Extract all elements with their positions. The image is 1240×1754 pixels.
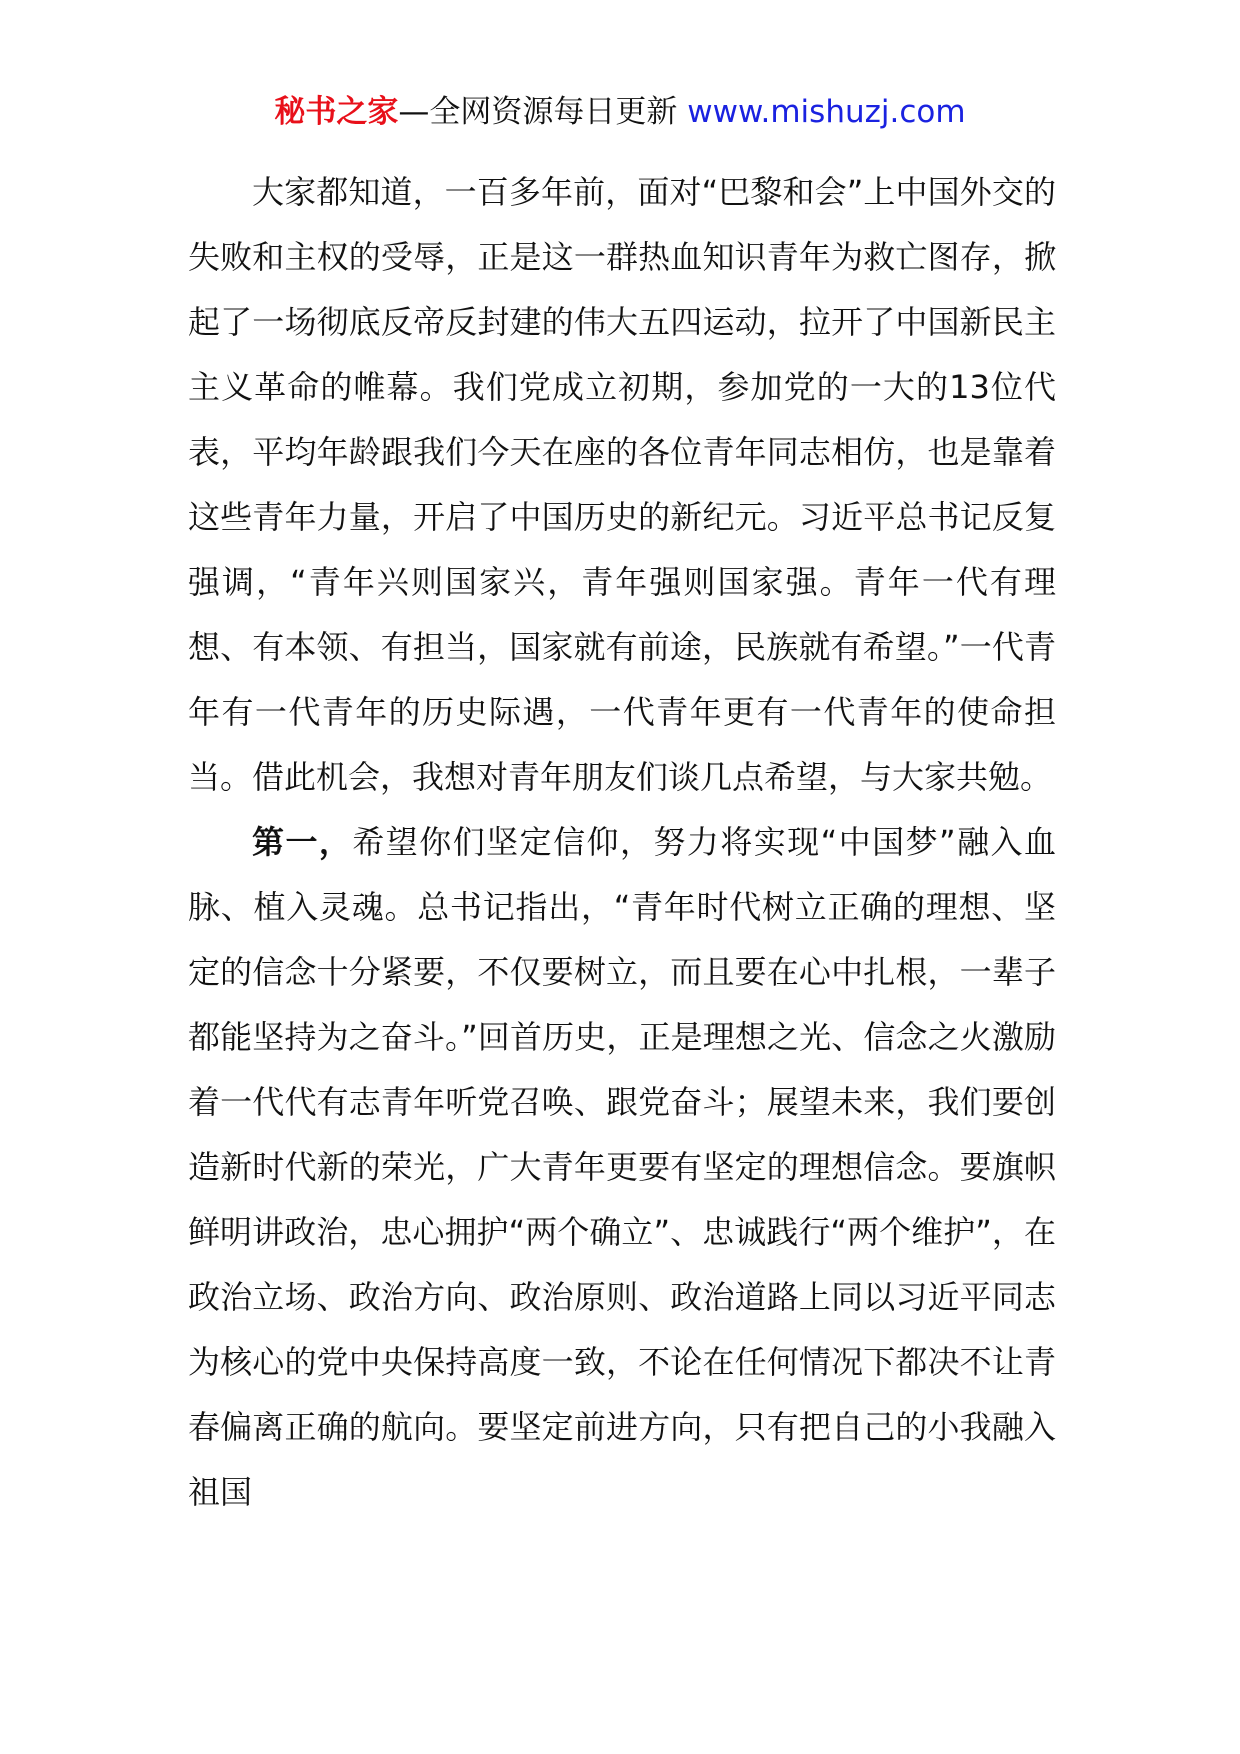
site-url-link[interactable]: www.mishuzj.com: [687, 94, 966, 130]
paragraph-intro-text: 大家都知道，一百多年前，面对“巴黎和会”上中国外交的失败和主权的受辱，正是这一群热血知识青年为救亡图存，掀起了一场彻底反帝反封建的伟大五四运动，拉开了中国新民主主义革命的帷幕。我们党成立初期，参加党的一大的13位代表，平均年龄跟我们今天在座的各位青年同志相仿，也是靠着这些青年力量，开启了中国历史的新纪元。习近平总书记反复强调，“青年兴则国家兴，青年强则国家强。青年一代有理想、有本领、有担当，国家就有前途，民族就有希望。”一代青年有一代青年的历史际遇，一代青年更有一代青年的使命担当。借此机会，我想对青年朋友们谈几点希望，与大家共勉。: [188, 173, 1056, 796]
header-tagline: —全网资源每日更新: [398, 94, 688, 130]
paragraph-first-point-text: 希望你们坚定信仰，努力将实现“中国梦”融入血脉、植入灵魂。总书记指出，“青年时代树立正确的理想、坚定的信念十分紧要，不仅要树立，而且要在心中扎根，一辈子都能坚持为之奋斗。”回首历史，正是理想之光、信念之火激励着一代代有志青年听党召唤、跟党奋斗；展望未来，我们要创造新时代新的荣光，广大青年更要有坚定的理想信念。要旗帜鲜明讲政治，忠心拥护“两个确立”、忠诚践行“两个维护”，在政治立场、政治方向、政治原则、政治道路上同以习近平同志为核心的党中央保持高度一致，不论在任何情况下都决不让青春偏离正确的航向。要坚定前进方向，只有把自己的小我融入祖国: [188, 823, 1056, 1511]
document-body: [188, 160, 1056, 1525]
paragraph-intro: [188, 160, 1056, 810]
paragraph-first-point: [188, 810, 1056, 1525]
brand-name: 秘书之家: [274, 94, 399, 130]
paragraph-first-point-lead: 第一，: [252, 823, 353, 861]
site-header: [0, 92, 1240, 132]
